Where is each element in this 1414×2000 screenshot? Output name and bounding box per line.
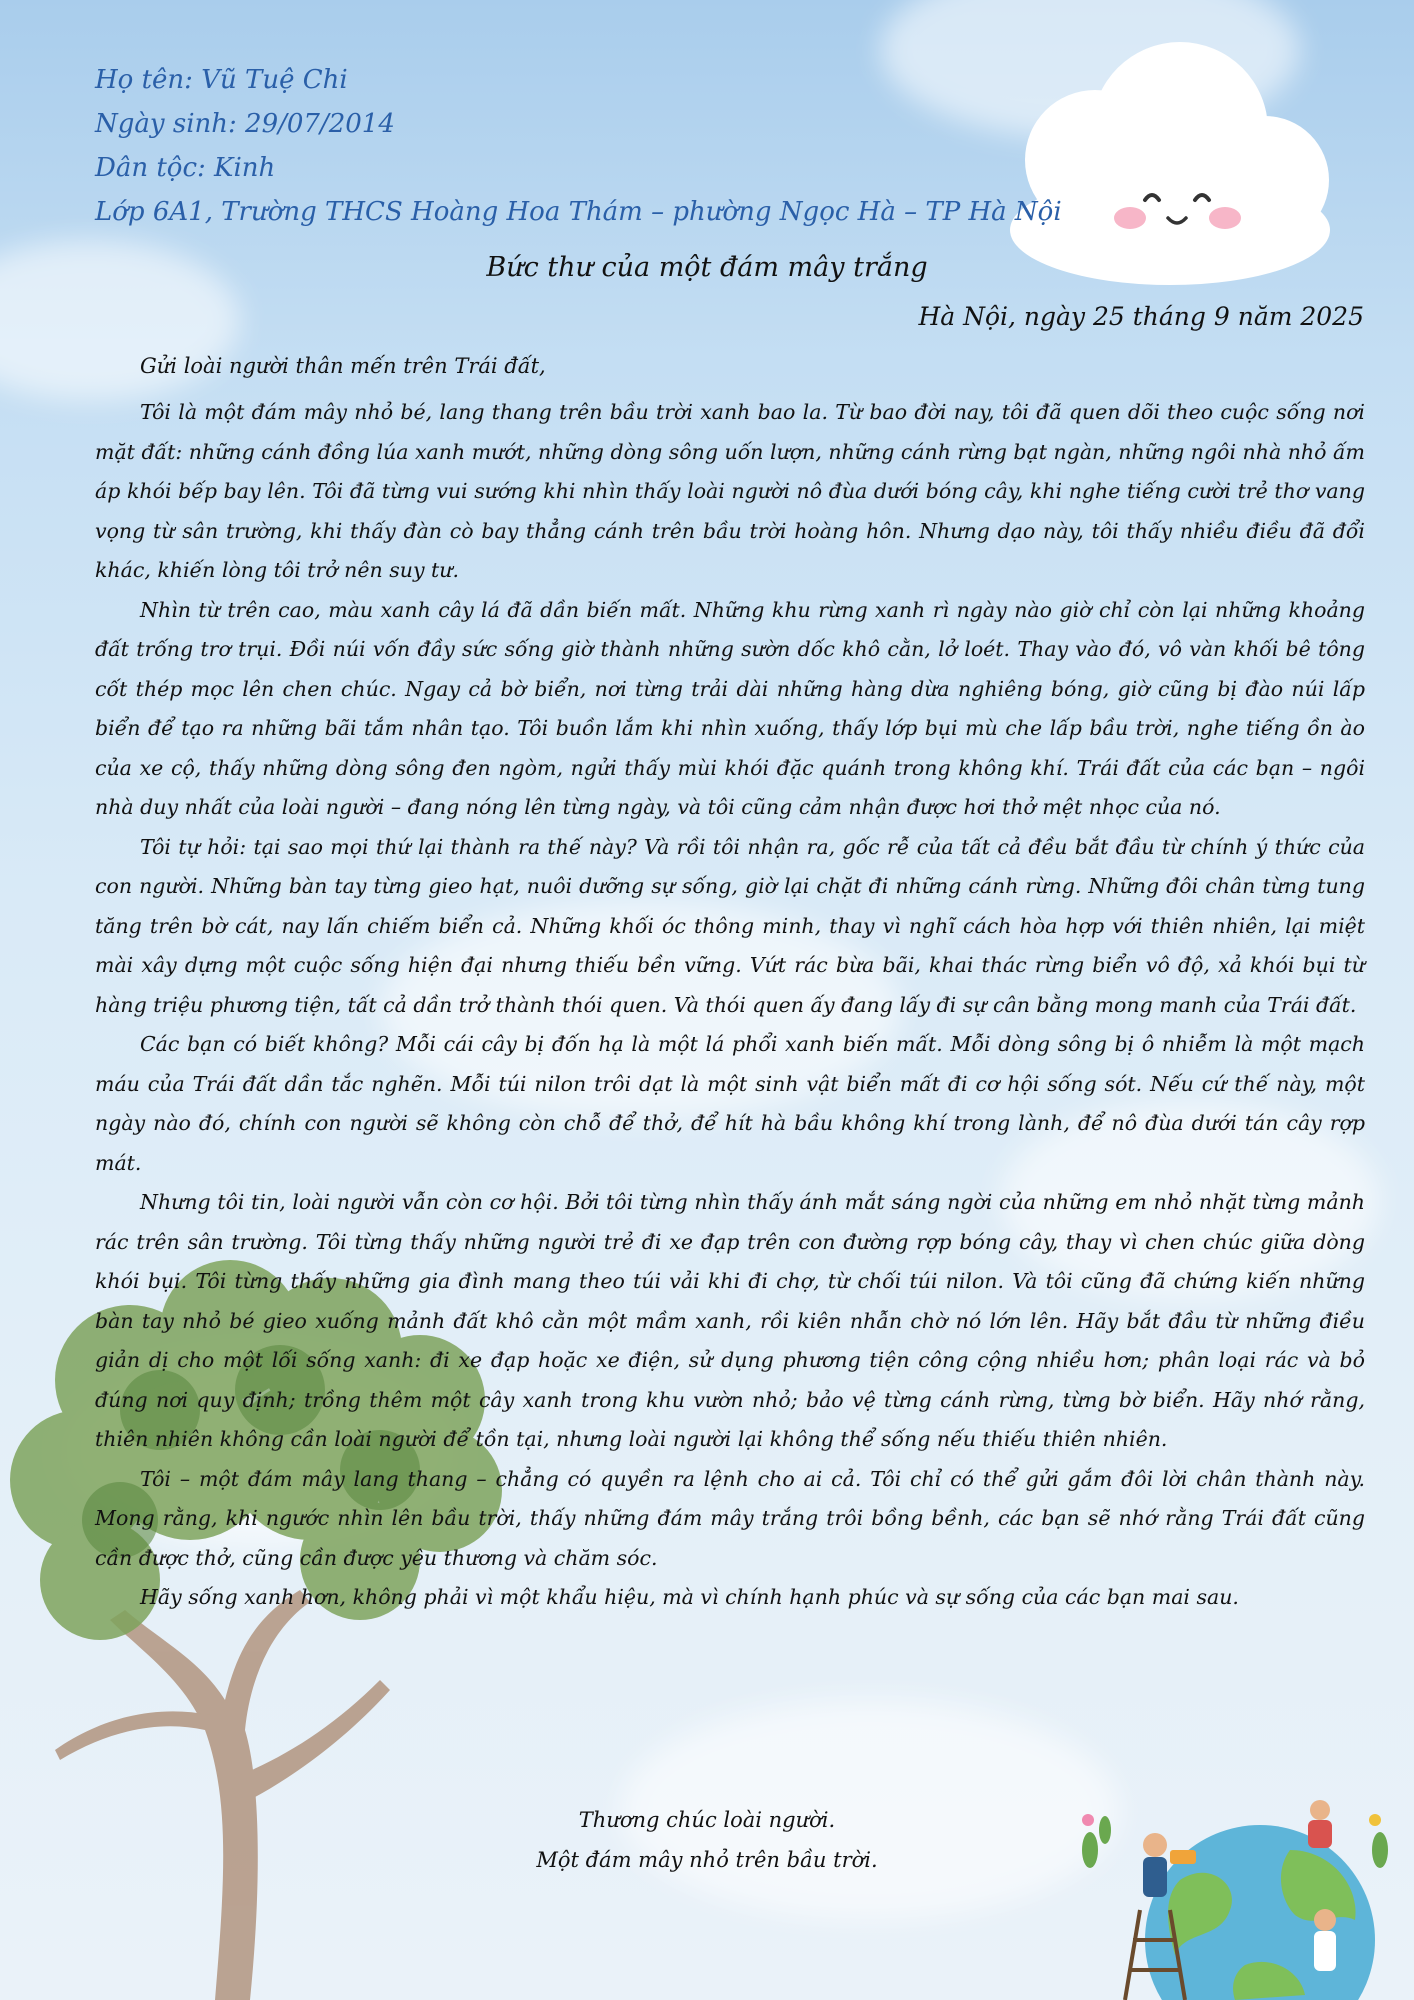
letter-paragraph: Tôi tự hỏi: tại sao mọi thứ lại thành ra thế này? Và rồi tôi nhận ra, gốc rễ của tất cả đều bắt đầu từ chính ý thức của con người. Những bàn tay từng gieo hạt, nuôi dưỡng sự sống, giờ lại chặt đi những cánh rừng. Những đôi chân từng tung tăng trên bờ cát, nay lấn chiếm biển cả. Những khối óc thông minh, thay vì nghĩ cách hòa hợp với thiên nhiên, lại miệt mài xây dựng một cuộc sống hiện đại nhưng thiếu bền vững. Vứt rác bừa bãi, khai thác rừng biển vô độ, xả khói bụi từ hàng triệu phương tiện, tất cả dần trở thành thói quen. Và thói quen ấy đang lấy đi sự cân bằng mong manh của Trái đất. [95,834,1365,1017]
student-birthdate: Ngày sinh: 29/07/2014 [95,109,395,139]
letter-paragraph: Tôi là một đám mây nhỏ bé, lang thang trên bầu trời xanh bao la. Từ bao đời nay, tôi đã quen dõi theo cuộc sống nơi mặt đất: những cánh đồng lúa xanh mướt, những dòng sông uốn lượn, những cánh rừng bạt ngàn, những ngôi nhà nhỏ ấm áp khói bếp bay lên. Tôi đã từng vui sướng khi nhìn thấy loài người nô đùa dưới bóng cây, khi nghe tiếng cười trẻ thơ vang vọng từ sân trường, khi thấy đàn cò bay thẳng cánh trên bầu trời hoàng hôn. Nhưng dạo này, tôi thấy nhiều điều đã đổi khác, khiến lòng tôi trở nên suy tư. [95,400,1365,582]
letter-paragraph: Nhưng tôi tin, loài người vẫn còn cơ hội. Bởi tôi từng nhìn thấy ánh mắt sáng ngời của những em nhỏ nhặt từng mảnh rác trên sân trường. Tôi từng thấy những người trẻ đi xe đạp trên con đường rợp bóng cây, thay vì chen chúc giữa dòng khói bụi. Tôi từng thấy những gia đình mang theo túi vải khi đi chợ, từ chối túi nilon. Và tôi cũng đã chứng kiến những bàn tay nhỏ bé gieo xuống mảnh đất khô cằn một mầm xanh, rồi kiên nhẫn chờ nó lớn lên. Hãy bắt đầu từ những điều giản dị cho một lối sống xanh: đi xe đạp hoặc xe điện, sử dụng phương tiện công cộng nhiều hơn; phân loại rác và bỏ đúng nơi quy định; trồng thêm một cây xanh trong khu vườn nhỏ; bảo vệ từng cánh rừng, từng bờ biển. Hãy nhớ rằng, thiên nhiên không cần loài người để tồn tại, nhưng loài người lại không thể sống nếu thiếu thiên nhiên. [95,1190,1365,1451]
student-school: Lớp 6A1, Trường THCS Hoàng Hoa Thám – phường Ngọc Hà – TP Hà Nội [95,197,1062,227]
letter-salutation: Gửi loài người thân mến trên Trái đất, [140,354,546,378]
letter-title: Bức thư của một đám mây trắng [486,252,928,283]
student-info [95,58,1062,234]
student-name: Họ tên: Vũ Tuệ Chi [95,65,348,95]
letter-closing-wish: Thương chúc loài người. [578,1808,836,1832]
student-ethnicity: Dân tộc: Kinh [95,153,276,183]
letter-paragraph: Nhìn từ trên cao, màu xanh cây lá đã dần biến mất. Những khu rừng xanh rì ngày nào giờ chỉ còn lại những khoảng đất trống trơ trụi. Đồi núi vốn đầy sức sống giờ thành những sườn dốc khô cằn, lở loét. Thay vào đó, vô vàn khối bê tông cốt thép mọc lên chen chúc. Ngay cả bờ biển, nơi từng trải dài những hàng dừa nghiêng bóng, giờ cũng bị đào núi lấp biển để tạo ra những bãi tắm nhân tạo. Tôi buồn lắm khi nhìn xuống, thấy lớp bụi mù che lấp bầu trời, nghe tiếng ồn ào của xe cộ, thấy những dòng sông đen ngòm, ngửi thấy mùi khói đặc quánh trong không khí. Trái đất của các bạn – ngôi nhà duy nhất của loài người – đang nóng lên từng ngày, và tôi cũng cảm nhận được hơi thở mệt nhọc của nó. [95,597,1365,819]
letter-paragraph: Các bạn có biết không? Mỗi cái cây bị đốn hạ là một lá phổi xanh biến mất. Mỗi dòng sông bị ô nhiễm là một mạch máu của Trái đất dần tắc nghẽn. Mỗi túi nilon trôi dạt là một sinh vật biển mất đi cơ hội sống sót. Nếu cứ thế này, một ngày nào đó, chính con người sẽ không còn chỗ để thở, để hít hà bầu không khí trong lành, để nô đùa dưới tán cây rợp mát. [95,1032,1365,1175]
letter-paragraph: Hãy sống xanh hơn, không phải vì một khẩu hiệu, mà vì chính hạnh phúc và sự sống của các bạn mai sau. [140,1585,1239,1609]
letter-date: Hà Nội, ngày 25 tháng 9 năm 2025 [918,302,1364,331]
letter-body [95,393,1365,1618]
letter-signature: Một đám mây nhỏ trên bầu trời. [536,1848,878,1872]
letter-paragraph: Tôi – một đám mây lang thang – chẳng có quyền ra lệnh cho ai cả. Tôi chỉ có thể gửi gắm đôi lời chân thành này. Mong rằng, khi ngước nhìn lên bầu trời, thấy những đám mây trắng trôi bồng bềnh, các bạn sẽ nhớ rằng Trái đất cũng cần được thở, cũng cần được yêu thương và chăm sóc. [95,1466,1365,1570]
